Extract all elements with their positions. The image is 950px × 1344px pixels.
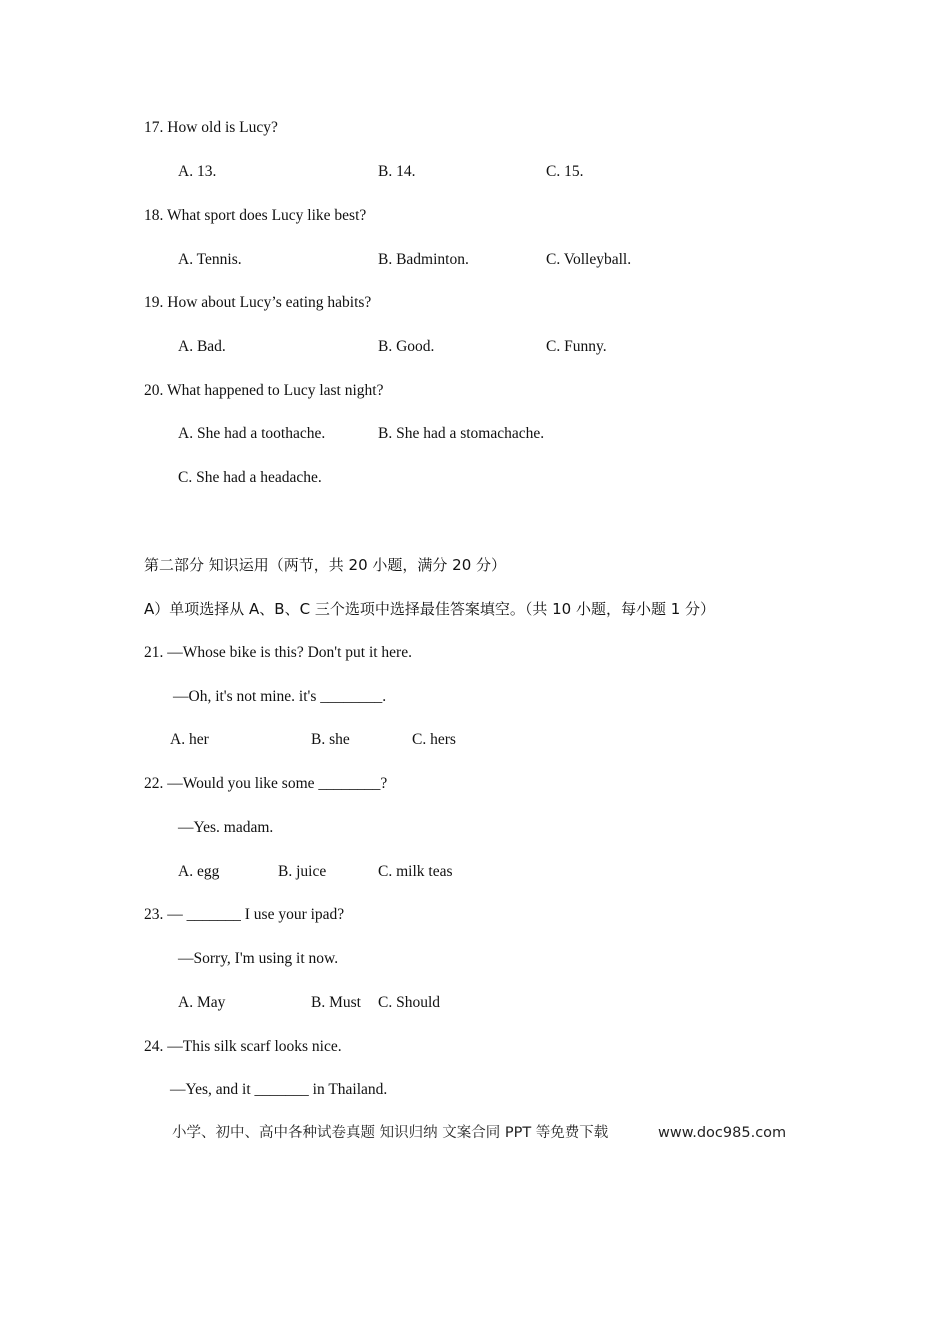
question-20-option-b: B. She had a stomachache. (378, 425, 545, 442)
question-21-option-c: C. hers (412, 731, 456, 748)
section-heading: 第二部分 知识运用（两节，共 20 小题，满分 20 分） (144, 556, 507, 574)
question-21-line1: 21. —Whose bike is this? Don't put it here. (144, 644, 412, 661)
question-21-option-b: B. she (311, 731, 350, 748)
question-21-line2: —Oh, it's not mine. it's ________. (173, 688, 387, 705)
question-18-option-a: A. Tennis. (178, 251, 242, 268)
question-17-option-a: A. 13. (178, 163, 217, 180)
footer-site-link[interactable]: www.doc985.com (658, 1125, 787, 1141)
question-20-option-c: C. She had a headache. (178, 469, 322, 486)
question-19-stem: 19. How about Lucy’s eating habits? (144, 294, 372, 311)
question-17-option-b: B. 14. (378, 163, 416, 180)
question-22-line1: 22. —Would you like some ________? (144, 775, 388, 792)
question-23-option-b: B. Must (311, 994, 361, 1011)
question-22-option-b: B. juice (278, 863, 327, 880)
question-21-option-a: A. her (170, 731, 209, 748)
question-23-line1: 23. — _______ I use your ipad? (144, 906, 345, 923)
question-24-line1: 24. —This silk scarf looks nice. (144, 1038, 342, 1055)
question-17-stem: 17. How old is Lucy? (144, 119, 278, 136)
question-18-option-c: C. Volleyball. (546, 251, 632, 268)
question-19-option-c: C. Funny. (546, 338, 607, 355)
question-20-stem: 20. What happened to Lucy last night? (144, 382, 384, 399)
footer-text: 小学、初中、高中各种试卷真题 知识归纳 文案合同 PPT 等免费下载 (172, 1125, 609, 1141)
question-22-option-a: A. egg (178, 863, 220, 880)
question-17-option-c: C. 15. (546, 163, 584, 180)
question-24-line2: —Yes, and it _______ in Thailand. (170, 1081, 388, 1098)
question-19-option-b: B. Good. (378, 338, 435, 355)
question-20-option-a: A. She had a toothache. (178, 425, 326, 442)
question-18-option-b: B. Badminton. (378, 251, 469, 268)
question-22-option-c: C. milk teas (378, 863, 453, 880)
question-23-option-a: A. May (178, 994, 226, 1011)
question-19-option-a: A. Bad. (178, 338, 226, 355)
section-subheading: A）单项选择从 A、B、C 三个选项中选择最佳答案填空。（共 10 小题，每小题 1 分） (144, 600, 716, 618)
question-23-line2: —Sorry, I'm using it now. (178, 950, 339, 967)
question-18-stem: 18. What sport does Lucy like best? (144, 207, 367, 224)
question-23-option-c: C. Should (378, 994, 441, 1011)
question-22-line2: —Yes. madam. (178, 819, 274, 836)
